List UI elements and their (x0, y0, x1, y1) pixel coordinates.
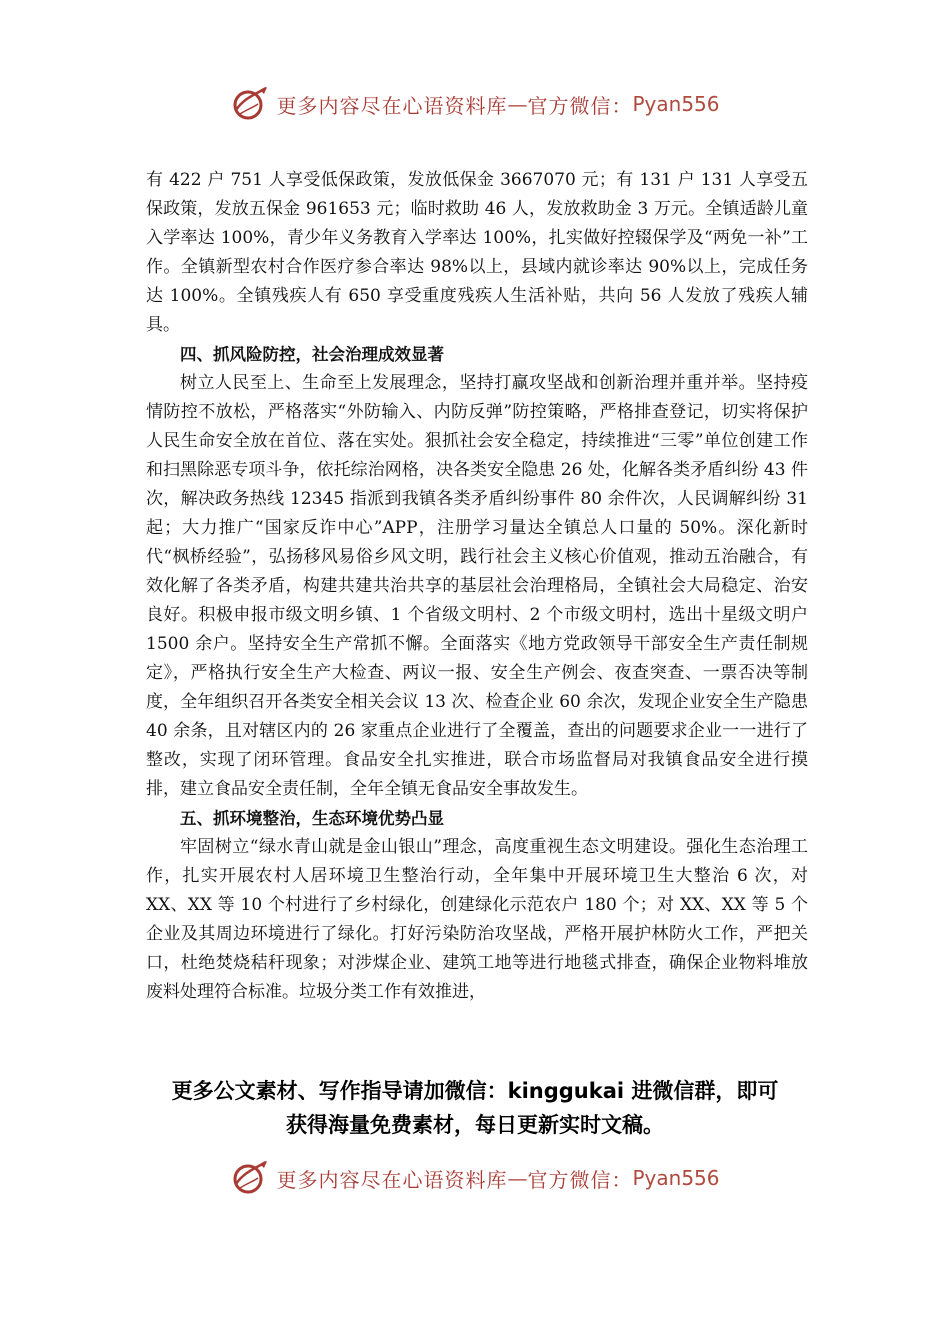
section-heading-environment: 五、抓环境整治，生态环境优势凸显 (180, 809, 444, 828)
banner-site-text: 更多内容尽在心语资料库 (276, 93, 508, 118)
promo-notice (110, 1074, 840, 1142)
promo-line-2: 获得海量免费素材，每日更新实时文稿。 (286, 1113, 664, 1137)
footer-banner (0, 1156, 950, 1200)
header-banner (0, 82, 950, 126)
paragraph-risk-control: 树立人民至上、生命至上发展理念，坚持打赢攻坚战和创新治理并重并举。坚持疫情防控不放松，严格落实“外防输入、内防反弹”防控策略，严格排查登记，切实将保护人民生命安全放在首位、落在实处。狠抓社会安全稳定，持续推进“三零”单位创建工作和扫黑除恶专项斗争，依托综治网格，决各类安全隐患 26 处，化解各类矛盾纠纷 43 件次，解决政务热线 12345 指派到我镇各类矛盾纠纷事件 80 余件次，人民调解纠纷 31 起；大力推广“国家反诈中心”APP，注册学习量达全镇总人口量的 50%。深化新时代“枫桥经验”，弘扬移风易俗乡风文明，践行社会主义核心价值观，推动五治融合，有效化解了各类矛盾，构建共建共治共享的基层社会治理格局，全镇社会大局稳定、治安良好。积极申报市级文明乡镇、1 个省级文明村、2 个市级文明村，选出十星级文明户 1500 余户。坚持安全生产常抓不懈。全面落实《地方党政领导干部安全生产责任制规定》，严格执行安全生产大检查、两议一报、安全生产例会、夜查突查、一票否决等制度，全年组织召开各类安全相关会议 13 次、检查企业 60 余次，发现企业安全生产隐患 40 余条，且对辖区内的 26 家重点企业进行了全覆盖，查出的问题要求企业一一进行了整改，实现了闭环管理。食品安全扎实推进，联合市场监督局对我镇食品安全进行摸排，建立食品安全责任制，全年全镇无食品安全事故发生。 (146, 373, 808, 799)
section-heading-risk-control: 四、抓风险防控，社会治理成效显著 (180, 345, 444, 364)
banner-separator: — (507, 1166, 528, 1190)
banner-wechat-id: Pyan556 (632, 1166, 720, 1190)
promo-line-1: 更多公文素材、写作指导请加微信：kinggukai 进微信群，即可 (171, 1079, 779, 1103)
pen-logo-icon (230, 1158, 270, 1198)
paragraph-environment: 牢固树立“绿水青山就是金山银山”理念，高度重视生态文明建设。强化生态治理工作，扎实开展农村人居环境卫生整治行动，全年集中开展环境卫生大整治 6 次，对 XX、XX 等 10 个村进行了乡村绿化，创建绿化示范农户 180 个；对 XX、XX 等 5 个企业及其周边环境进行了绿化。打好污染防治攻坚战，严格开展护林防火工作，严把关口，杜绝焚烧秸秆现象；对涉煤企业、建筑工地等进行地毯式排查，确保企业物料堆放废料处理符合标准。垃圾分类工作有效推进， (146, 837, 808, 1002)
pen-logo-icon (230, 84, 270, 124)
paragraph-welfare: 有 422 户 751 人享受低保政策，发放低保金 3667070 元；有 131 户 131 人享受五保政策，发放五保金 961653 元；临时救助 46 人，发放救助金 3 万元。全镇适龄儿童入学率达 100%，青少年义务教育入学率达 100%，扎实做好控辍保学及“两免一补”工作。全镇新型农村合作医疗参合率达 98%以上，县域内就诊率达 90%以上，完成任务达 100%。全镇残疾人有 650 享受重度残疾人生活补贴，共向 56 人发放了残疾人辅具。 (146, 170, 808, 335)
document-body (146, 166, 808, 1007)
banner-wechat-id: Pyan556 (632, 92, 720, 116)
banner-wechat-label: 官方微信： (527, 1167, 633, 1192)
banner-separator: — (507, 92, 528, 116)
banner-wechat-label: 官方微信： (527, 93, 633, 118)
banner-site-text: 更多内容尽在心语资料库 (276, 1167, 508, 1192)
